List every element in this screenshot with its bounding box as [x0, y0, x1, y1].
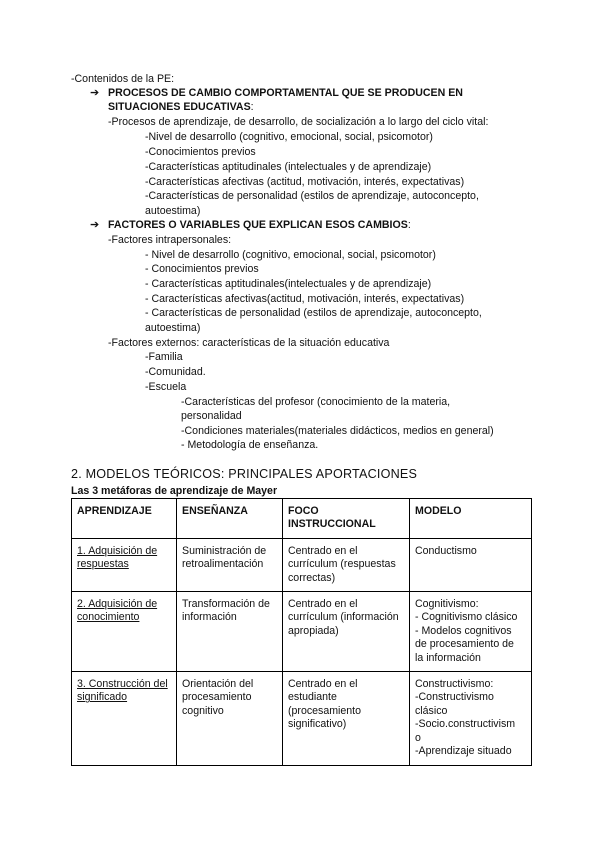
section1-subtitle: -Procesos de aprendizaje, de desarrollo, de socialización a lo largo del ciclo vital: [108, 116, 489, 128]
cell-text: Cognitivismo: [415, 598, 479, 611]
table-cell [410, 592, 532, 672]
list-item: -Nivel de desarrollo (cognitivo, emocional, social, psicomotor) [145, 131, 433, 143]
section1-title-line2: SITUACIONES EDUCATIVAS [108, 101, 251, 113]
list-item: - Características de personalidad (estilos de aprendizaje, autoconcepto, [145, 307, 482, 319]
table-cell [72, 672, 177, 765]
table-cell [410, 672, 532, 765]
list-item: -Características aptitudinales (intelectuales y de aprendizaje) [145, 161, 432, 173]
table-row [72, 592, 532, 672]
section1-title-line1: PROCESOS DE CAMBIO COMPORTAMENTAL QUE SE PRODUCEN EN [108, 87, 463, 99]
arrow-icon: ➔ [90, 219, 100, 231]
section2-title-suffix: : [407, 219, 411, 231]
cell-text: estudiante [288, 691, 337, 704]
table-cell [177, 538, 283, 591]
cell-text: -Socio.constructivism [415, 718, 516, 731]
cell-text: respuestas [77, 558, 129, 571]
cell-text: Centrado en el [288, 678, 358, 691]
table-row [72, 672, 532, 765]
list-item: -Conocimientos previos [145, 146, 256, 158]
list-item: -Escuela [145, 381, 187, 393]
cell-text: procesamiento [182, 691, 252, 704]
cell-text: 3. Construcción del [77, 678, 168, 691]
cell-text: Conductismo [415, 544, 477, 557]
list-item: -Características afectivas (actitud, motivación, interés, expectativas) [145, 176, 465, 188]
cell-text: correctas) [288, 571, 336, 584]
cell-text: 1. Adquisición de [77, 544, 158, 557]
header-text: FOCO [288, 505, 319, 517]
list-item: - Características aptitudinales(intelectuales y de aprendizaje) [145, 278, 432, 290]
section1-title-suffix: : [250, 101, 254, 113]
header-text: INSTRUCCIONAL [288, 518, 376, 531]
cell-text: Orientación del [182, 678, 254, 691]
cell-text: - Cognitivismo clásico [415, 611, 518, 624]
cell-text: (procesamiento [288, 704, 362, 717]
list-item: - Metodología de enseñanza. [181, 439, 319, 451]
cell-text: currículum (información [288, 611, 399, 624]
header-text: APRENDIZAJE [77, 505, 152, 517]
list-item: - Conocimientos previos [145, 263, 259, 275]
header-foco-instruccional [283, 499, 410, 539]
cell-text: -Aprendizaje situado [415, 745, 512, 758]
cell-text: Centrado en el [288, 544, 358, 557]
header-text: ENSEÑANZA [182, 505, 248, 517]
cell-text: retroalimentación [182, 558, 264, 571]
table-cell [283, 672, 410, 765]
table-cell [283, 538, 410, 591]
list-item: autoestima) [145, 205, 201, 217]
models-heading: 2. MODELOS TEÓRICOS: PRINCIPALES APORTACIONES [71, 467, 418, 481]
cell-text: 2. Adquisición de [77, 598, 158, 611]
intrapersonal-heading: -Factores intrapersonales: [108, 234, 232, 246]
table-cell [177, 672, 283, 765]
cell-text: Constructivismo: [415, 678, 494, 691]
cell-text: significado [77, 691, 128, 704]
external-heading: -Factores externos: características de la situación educativa [108, 337, 390, 349]
list-item: - Características afectivas(actitud, motivación, interés, expectativas) [145, 293, 465, 305]
cell-text: la información [415, 651, 481, 664]
table-header-row [72, 499, 532, 539]
section2-title: FACTORES O VARIABLES QUE EXPLICAN ESOS CAMBIOS [108, 219, 408, 231]
cell-text: información [182, 611, 237, 624]
models-subheading: Las 3 metáforas de aprendizaje de Mayer [71, 485, 278, 497]
header-aprendizaje [72, 499, 177, 539]
header-text: MODELO [415, 505, 462, 517]
intro-line: -Contenidos de la PE: [71, 73, 175, 85]
header-modelo [410, 499, 532, 539]
table-cell [72, 538, 177, 591]
section1-title-line2-wrap [108, 100, 254, 115]
cell-text: -Constructivismo [415, 691, 494, 704]
section2-title-wrap [108, 218, 411, 233]
cell-text: currículum (respuestas [288, 558, 396, 571]
list-item: -Características del profesor (conocimiento de la materia, [181, 396, 451, 408]
list-item: -Características de personalidad (estilos de aprendizaje, autoconcepto, [145, 190, 479, 202]
mayer-metaphors-table [71, 498, 532, 766]
list-item: -Familia [145, 351, 183, 363]
cell-text: - Modelos cognitivos [415, 624, 512, 637]
header-ensenanza [177, 499, 283, 539]
table-cell [177, 592, 283, 672]
cell-text: significativo) [288, 718, 347, 731]
list-item: personalidad [181, 410, 242, 422]
cell-text: Transformación de [182, 598, 270, 611]
cell-text: Suministración de [182, 544, 267, 557]
cell-text: cognitivo [182, 704, 224, 717]
table-row [72, 538, 532, 591]
cell-text: apropiada) [288, 624, 339, 637]
arrow-icon: ➔ [90, 87, 100, 99]
list-item: -Condiciones materiales(materiales didácticos, medios en general) [181, 425, 494, 437]
cell-text: de procesamiento de [415, 638, 514, 651]
table-cell [72, 592, 177, 672]
list-item: - Nivel de desarrollo (cognitivo, emocional, social, psicomotor) [145, 249, 436, 261]
cell-text: o [415, 731, 421, 744]
cell-text: Centrado en el [288, 598, 358, 611]
list-item: -Comunidad. [145, 366, 206, 378]
table-cell [283, 592, 410, 672]
cell-text: clásico [415, 704, 448, 717]
list-item: autoestima) [145, 322, 201, 334]
table-cell [410, 538, 532, 591]
cell-text: conocimiento [77, 611, 140, 624]
